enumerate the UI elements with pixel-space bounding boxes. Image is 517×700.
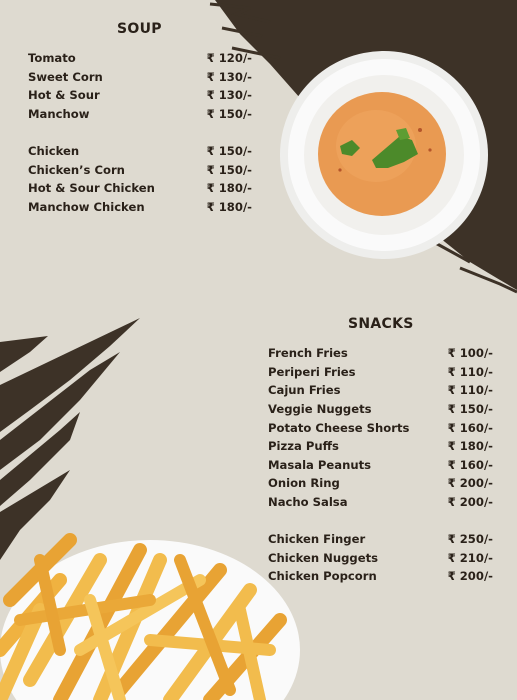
menu-item: Chicken’s Corn ₹ 150/- bbox=[28, 162, 252, 177]
menu-item: Pizza Puffs ₹ 180/- bbox=[268, 439, 493, 454]
menu-item: Hot & Sour Chicken ₹ 180/- bbox=[28, 181, 252, 196]
soup-list bbox=[28, 49, 252, 216]
menu-item: Masala Peanuts ₹ 160/- bbox=[268, 457, 493, 472]
menu-item: Periperi Fries ₹ 110/- bbox=[268, 364, 493, 379]
snacks-heading: SNACKS bbox=[348, 316, 414, 332]
menu-item: Chicken Finger ₹ 250/- bbox=[268, 532, 493, 547]
soup-bowl-illustration bbox=[280, 51, 488, 259]
menu-item: Chicken ₹ 150/- bbox=[28, 144, 252, 159]
menu-item: Veggie Nuggets ₹ 150/- bbox=[268, 402, 493, 417]
brush-stroke-left-1 bbox=[0, 318, 140, 432]
menu-item: Nacho Salsa ₹ 200/- bbox=[268, 495, 493, 510]
menu-item: Cajun Fries ₹ 110/- bbox=[268, 383, 493, 398]
menu-item: Onion Ring ₹ 200/- bbox=[268, 476, 493, 491]
menu-item: Hot & Sour ₹ 130/- bbox=[28, 88, 252, 103]
menu-item: Tomato ₹ 120/- bbox=[28, 51, 252, 66]
menu-item: French Fries ₹ 100/- bbox=[268, 346, 493, 361]
menu-item: Chicken Nuggets ₹ 210/- bbox=[268, 550, 493, 565]
menu-item: Manchow Chicken ₹ 180/- bbox=[28, 200, 252, 215]
menu-item: Manchow ₹ 150/- bbox=[28, 107, 252, 122]
fries-bowl-illustration bbox=[0, 540, 300, 700]
soup-heading: SOUP bbox=[117, 21, 162, 37]
snacks-list bbox=[268, 344, 493, 586]
menu-item: Sweet Corn ₹ 130/- bbox=[28, 69, 252, 84]
menu-item: Potato Cheese Shorts ₹ 160/- bbox=[268, 420, 493, 435]
menu-item: Chicken Popcorn ₹ 200/- bbox=[268, 569, 493, 584]
